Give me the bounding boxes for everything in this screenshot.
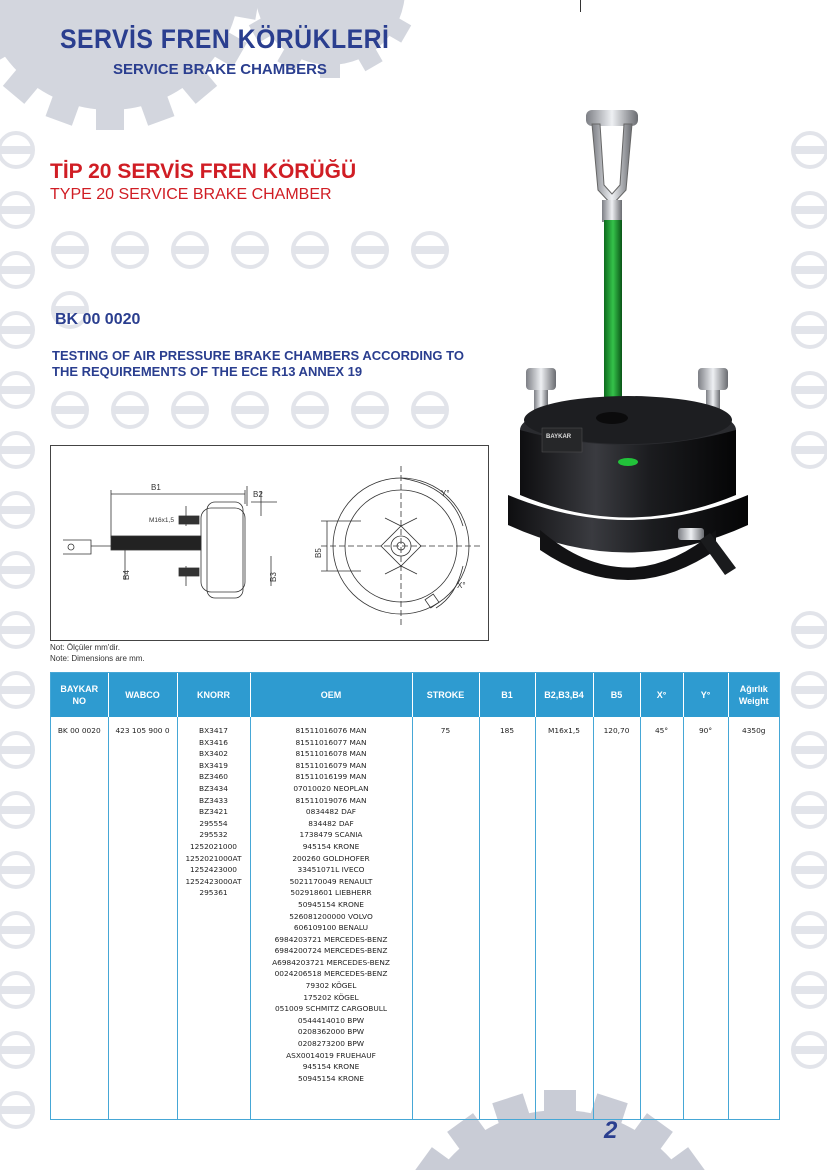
col-header-knorr: KNORR — [177, 673, 250, 717]
cell-b5: 120,70 — [593, 717, 640, 1119]
oem-number: 33451071L IVECO — [297, 865, 365, 875]
knorr-number: BZ3460 — [199, 772, 228, 782]
knorr-number: 1252423000 — [189, 865, 238, 875]
oem-number: ASX0014019 FRUEHAUF — [286, 1050, 376, 1060]
oem-number: 50945154 KRONE — [298, 1073, 364, 1083]
oem-number: 0208273200 BPW — [297, 1039, 365, 1049]
knorr-number: BZ3434 — [199, 783, 228, 793]
cell-x: 45° — [640, 717, 683, 1119]
col-header-wabco: WABCO — [108, 673, 177, 717]
knorr-number: 295361 — [199, 888, 228, 898]
oem-number: 945154 KRONE — [302, 1062, 360, 1072]
knorr-number: BX3419 — [199, 760, 228, 770]
crop-mark — [580, 0, 581, 12]
chamber-body — [508, 396, 748, 580]
oem-number: 6984203721 MERCEDES-BENZ — [274, 934, 388, 944]
product-title-tr: TİP 20 SERVİS FREN KÖRÜĞÜ — [50, 160, 357, 183]
technical-drawing — [50, 445, 489, 641]
dim-x-angle: X° — [457, 581, 466, 590]
spec-table — [50, 672, 780, 1120]
knorr-number: 1252021000 — [189, 841, 238, 851]
oem-number: 5021170049 RENAULT — [289, 876, 373, 886]
oem-number: 051009 SCHMITZ CARGOBULL — [274, 1004, 388, 1014]
header-title-en: SERVICE BRAKE CHAMBERS — [113, 61, 327, 78]
oem-number: 945154 KRONE — [302, 841, 360, 851]
product-code: BK 00 0020 — [55, 311, 141, 328]
table-row — [51, 717, 779, 1119]
oem-number: 200260 GOLDHOFER — [292, 853, 370, 863]
image-brand-label: BAYKAR — [546, 434, 572, 440]
oem-number: 81511016078 MAN — [295, 749, 367, 759]
oem-number: 81511016076 MAN — [295, 726, 367, 735]
knorr-number: BZ3421 — [199, 807, 228, 817]
dim-b1: B1 — [151, 483, 161, 492]
oem-number: 502918601 LIEBHERR — [290, 888, 372, 898]
knorr-number: 1252021000AT — [185, 853, 242, 863]
oem-number: 81511019076 MAN — [295, 795, 367, 805]
dimension-drawing — [51, 446, 488, 640]
cell-b234: M16x1,5 — [535, 717, 593, 1119]
oem-number: 834482 DAF — [308, 818, 354, 828]
oem-number: 6984200724 MERCEDES-BENZ — [274, 946, 388, 956]
oem-number: 0024206518 MERCEDES-BENZ — [274, 969, 388, 979]
oem-number: 526081200000 VOLVO — [289, 911, 373, 921]
cell-b1: 185 — [479, 717, 535, 1119]
cell-baykar: BK 00 0020 — [51, 717, 108, 1119]
col-header-b1: B1 — [479, 673, 535, 717]
brake-chamber-image — [500, 100, 770, 610]
knorr-number: 295532 — [199, 830, 228, 840]
col-header-baykar: BAYKAR NO — [51, 673, 108, 717]
knorr-number: BX3416 — [199, 737, 228, 747]
knorr-number: 295554 — [199, 818, 228, 828]
oem-number: 79302 KÖGEL — [305, 981, 357, 991]
oem-number: 81511016079 MAN — [295, 760, 367, 770]
oem-number: 0834482 DAF — [305, 807, 357, 817]
oem-number: A6984203721 MERCEDES-BENZ — [272, 957, 390, 967]
knorr-number: 1252423000AT — [185, 876, 242, 886]
col-header-b5: B5 — [593, 673, 640, 717]
oem-number: 0544414010 BPW — [297, 1015, 365, 1025]
knorr-number: BX3402 — [199, 749, 228, 759]
oem-number: 175202 KÖGEL — [303, 992, 359, 1002]
col-header-weight: Ağırlık Weight — [728, 673, 779, 717]
cell-weight: 4350g — [742, 726, 766, 735]
oem-number: 606109100 BENALU — [293, 923, 369, 933]
cell-knorr-list — [177, 717, 250, 1119]
clevis — [586, 110, 638, 222]
dim-thread: M16x1,5 — [149, 517, 174, 524]
oem-number: 81511016199 MAN — [295, 772, 367, 782]
oem-number: 1738479 SCANIA — [299, 830, 363, 840]
dim-b2: B2 — [253, 490, 263, 499]
oem-number: 07010020 NEOPLAN — [293, 783, 369, 793]
cell-y: 90° — [683, 717, 728, 1119]
col-header-oem: OEM — [250, 673, 412, 717]
note-tr: Not: Ölçüler mm'dir. — [50, 643, 120, 652]
knorr-number: BX3417 — [199, 726, 228, 735]
push-rod — [604, 220, 622, 420]
oem-number: 0208362000 BPW — [297, 1027, 365, 1037]
col-header-y: Y° — [683, 673, 728, 717]
dim-b5: B5 — [314, 548, 323, 558]
note-en: Note: Dimensions are mm. — [50, 654, 145, 663]
oem-number: 81511016077 MAN — [295, 737, 367, 747]
table-header-row — [51, 673, 779, 717]
col-header-b234: B2,B3,B4 — [535, 673, 593, 717]
dim-b3: B3 — [269, 572, 278, 582]
knorr-number: BZ3433 — [199, 795, 228, 805]
cell-stroke: 75 — [412, 717, 479, 1119]
header-title-tr: SERVİS FREN KÖRÜKLERİ — [60, 24, 390, 54]
cell-oem-list — [250, 717, 412, 1119]
dim-b4: B4 — [122, 570, 131, 580]
col-header-x: X° — [640, 673, 683, 717]
oem-number: 50945154 KRONE — [298, 899, 364, 909]
cell-wabco: 423 105 900 0 — [108, 717, 177, 1119]
col-header-stroke: STROKE — [412, 673, 479, 717]
dim-y-angle: Y° — [441, 489, 450, 498]
product-title-en: TYPE 20 SERVICE BRAKE CHAMBER — [50, 186, 332, 203]
page-number: 2 — [604, 1117, 618, 1144]
product-description: TESTING OF AIR PRESSURE BRAKE CHAMBERS ACCORDING TO THE REQUIREMENTS OF THE ECE R13 ANNEX 19 — [52, 348, 464, 379]
